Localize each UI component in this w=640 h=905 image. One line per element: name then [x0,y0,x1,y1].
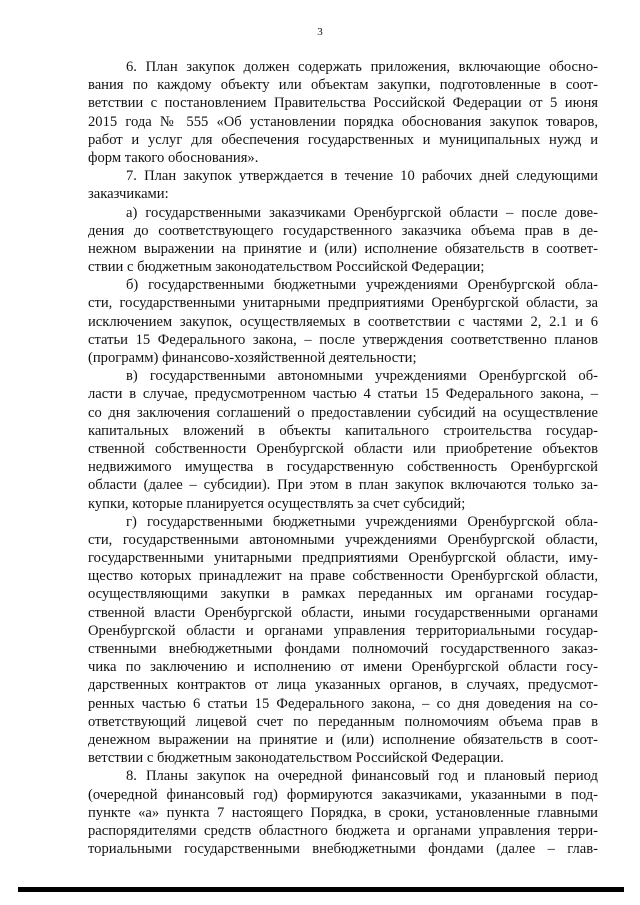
text-line: ренных частью 6 статьи 15 Федерального закона, – со дня доведения на со- [88,695,598,712]
text-line: ветствии с бюджетным законодательством Российской Федерации. [88,750,504,767]
text-line: дарственных контрактов от лица указанных органов, в случаях, предусмот- [88,677,598,694]
text-line: денежном выражении на принятие и (или) исполнение обязательств в соот- [88,731,598,748]
text-line: работ и услуг для обеспечения государственных и муниципальных нужд и [88,131,598,148]
text-line: форм такого обоснования». [88,149,259,166]
text-line: (очередной финансовый год) формируются заказчиками, указанными в под- [88,786,598,803]
text-line: б) государственными бюджетными учреждениями Оренбургской обла- [126,277,598,294]
text-line: 8. Планы закупок на очередной финансовый год и плановый период [126,768,598,785]
text-line: г) государственными бюджетными учреждениями Оренбургской обла- [126,513,598,530]
document-body [88,58,598,858]
text-line: ласти в случае, предусмотренном частью 4 статьи 15 Федерального закона, – [88,386,598,403]
text-line: ответствующий лицевой счет по переданным полномочиям объема прав в [88,713,598,730]
text-line: дения до соответствующего государственного заказчика объема прав в де- [88,222,598,239]
text-line: ствии с бюджетным законодательством Российской Федерации; [88,259,485,276]
text-line: ственной собственности Оренбургской области или приобретение объектов [88,440,598,457]
text-line: исключением закупок, осуществляемых в соответствии с частями 2, 2.1 и 6 [88,313,598,330]
text-line: пункте «а» пункта 7 настоящего Порядка, в сроки, установленные главными [88,804,598,821]
text-line: щество которых принадлежит на праве собственности Оренбургской области, [88,568,598,585]
text-line: государственными унитарными предприятиями Оренбургской области, иму- [88,550,598,567]
text-line: ственными внебюджетными фондами полномочий государственного заказ- [88,641,598,657]
text-line: в) государственными автономными учреждениями Оренбургской об- [126,368,598,385]
text-line: вания по каждому объекту или объектам закупки, подготовленные в соот- [88,77,598,94]
text-line: 2015 года № 555 «Об установлении порядка обоснования закупок товаров, [88,113,598,130]
text-line: области (далее – субсидии). При этом в план закупок включаются только за- [88,477,598,494]
text-line: сти, государственными унитарными предприятиями Оренбургской области, за [88,295,598,312]
text-line: со дня заключения соглашений о предоставлении субсидий на осуществление [88,404,598,421]
bottom-rule [18,887,624,892]
text-line: 7. План закупок утверждается в течение 10 рабочих дней следующими [126,168,598,185]
text-line: чика по заключению и исполнению от имени Оренбургской области госу- [88,659,598,676]
text-line: ветствии с постановлением Правительства Российской Федерации от 5 июня [88,95,598,112]
text-line: нежном выражении на принятие и (или) исполнение обязательств в соответ- [88,240,598,257]
text-line: 6. План закупок должен содержать приложения, включающие обосно- [126,59,598,75]
text-line: сти, государственными автономными учреждениями Оренбургской области, [88,531,598,548]
text-line: купки, которые планируется осуществлять за счет субсидий; [88,495,466,512]
text-line: а) государственными заказчиками Оренбургской области – после дове- [126,204,598,221]
text-line: Оренбургской области и органами управления территориальными государ- [88,622,598,639]
page-number: 3 [317,26,323,38]
text-line: статьи 15 Федерального закона, – после утверждения соответственно планов [88,331,598,348]
text-line: осуществляющими закупки в рамках переданных им органами государ- [88,586,598,603]
text-line: (программ) финансово-хозяйственной деятельности; [88,350,417,366]
text-line: заказчиками: [88,186,169,203]
text-line: ториальными государственными внебюджетными фондами (далее – глав- [88,841,598,858]
text-line: капитальных вложений в объекты капитального строительства государ- [88,422,598,439]
text-line: распорядителями средств областного бюджета и органами управления терри- [88,822,598,839]
text-line: недвижимого имущества в государственную собственность Оренбургской [88,459,598,476]
text-line: ственной власти Оренбургской области, иными государственными органами [88,604,598,621]
